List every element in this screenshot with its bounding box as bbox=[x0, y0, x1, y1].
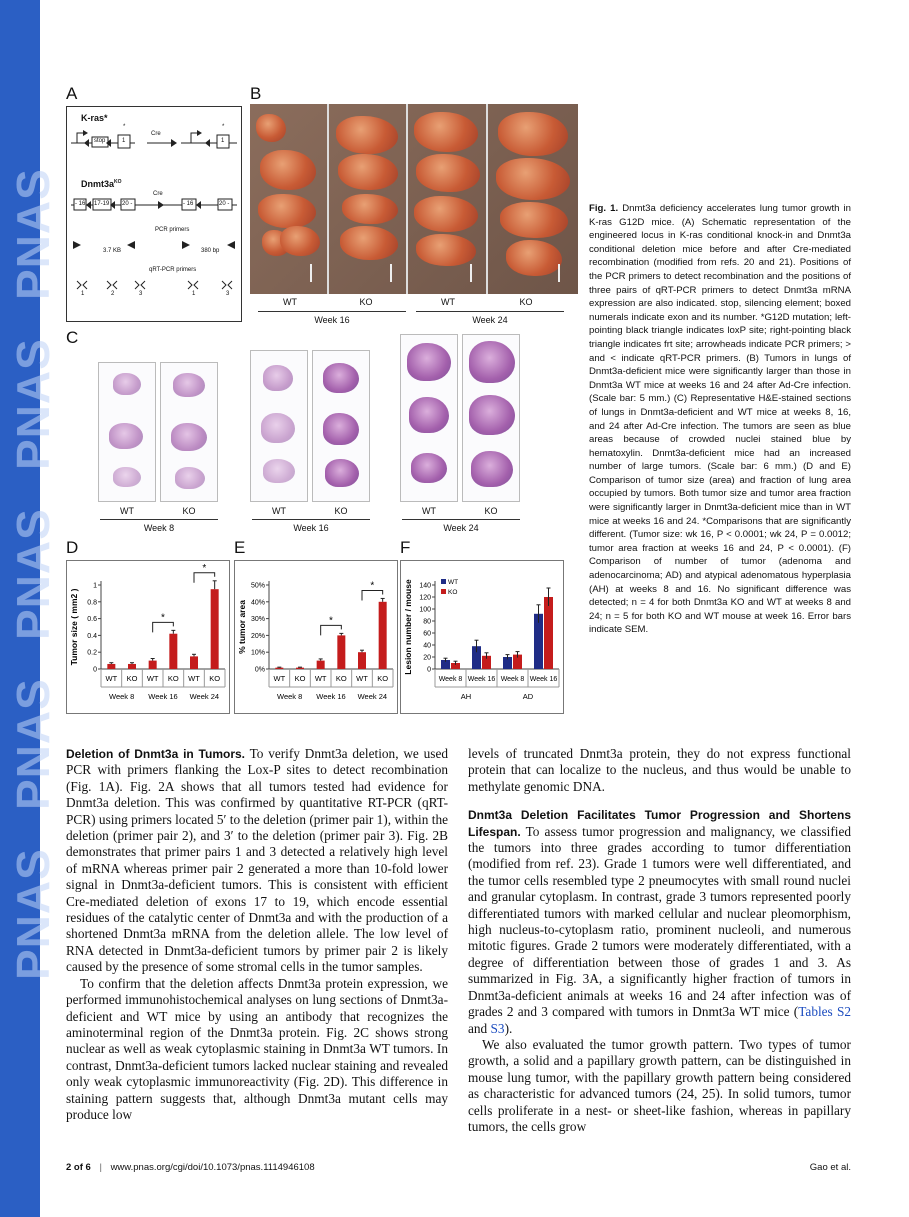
panel-label-e: E bbox=[234, 538, 246, 557]
x-tick-label: Week 8 bbox=[438, 676, 463, 683]
x-group-label: Week 16 bbox=[316, 692, 346, 701]
x-tick-label: KO bbox=[209, 674, 221, 683]
x-group-label: Week 24 bbox=[357, 692, 388, 701]
x-group-label: AH bbox=[460, 692, 472, 701]
x-tick-label: KO bbox=[377, 674, 389, 683]
y-tick-label: 60 bbox=[423, 630, 431, 638]
panel-label-a: A bbox=[66, 84, 78, 103]
x-tick-label: WT bbox=[273, 674, 286, 683]
x-tick-label: WT bbox=[314, 674, 327, 683]
paragraph: levels of truncated Dnmt3a protein, they do not express functional protein that can localize to the nucleus, and thus would be unable to methylate genomic DNA. bbox=[468, 746, 851, 794]
group-label-ko: KO bbox=[182, 506, 196, 516]
exon-20-label-after: 20 - bbox=[219, 201, 230, 207]
week-label: Week 24 bbox=[472, 315, 508, 325]
chart-lesion-number-svg bbox=[401, 561, 565, 715]
legend-swatch bbox=[441, 579, 446, 584]
x-tick-label: Week 16 bbox=[467, 676, 496, 683]
histology-wt-week16 bbox=[250, 350, 308, 502]
exon-1-label: 1 bbox=[122, 138, 126, 144]
x-group-label: Week 8 bbox=[277, 692, 303, 701]
kras-label: K-ras* bbox=[81, 113, 108, 123]
y-tick-label: 0.6 bbox=[87, 616, 97, 624]
legend-label: WT bbox=[448, 579, 459, 586]
y-tick-label: 0.2 bbox=[87, 649, 97, 657]
body-column-right bbox=[468, 746, 851, 1135]
x-tick-label: KO bbox=[167, 674, 179, 683]
body-column-left bbox=[66, 746, 448, 1123]
cre-label-2: Cre bbox=[153, 191, 163, 197]
caption-text: Dnmt3a deficiency accelerates lung tumor growth in K-ras G12D mice. (A) Schematic representation of the engineered locus in K-ras conditional knock-in and Dnmt3a conditional deletion mice before and after Cre-mediated recombination (modified from refs. 20 and 21). Positions of the PCR primers to detect recombination and the positions of three pairs of qRT-PCR primers to detect Dnmt3a mRNA expression are also indicated. stop, silencing element; boxed numerals indicate exon and its number. *G12D mutation; left-pointing black triangle indicates loxP site; right-pointing black triangle indicates frt site; arrowheads indicate PCR primers; > and < indicate qRT-PCR primers. (B) Tumors in lungs of Dnmt3a-deficient mice were significantly larger than those in Dnmt3a WT mice at weeks 16 and 24 after Ad-Cre infection. (Scale bar: 5 mm.) (C) Representative H&E-stained sections of lungs in Dnmt3a-deficient and WT mice at weeks 8, 16, and 24 after Ad-Cre infection. The tumors are seen as blue areas because of crowded nuclei stained blue by hematoxylin. Dnmt3a-deficient mice had an increased number of large tumors. (Scale bar: 6 mm.) (D and E) Comparison of tumor size (area) and fraction of lung area occupied by tumors. Both tumor size and tumor area fraction were significantly larger in Dnmt3a-deficient mice than in WT mice at weeks 16 and 24. *Comparisons that are significantly different. (Tumor size: wk 16, P < 0.0001; wk 24, P = 0.0012; tumor area fraction at weeks 16 and 24, P < 0.0001). (F) Comparison of number of tumor (adenoma and adenocarcinoma; AD) and atypical adenomatous hyperplasia (AH) at weeks 8 and 16. No significant difference was detected; n = 4 for both Dnmt3a KO and WT at weeks 8 and 24; n = 5 for both KO and WT mouse at week 16. Error bars indicate SEM. bbox=[589, 203, 851, 636]
section-heading: Dnmt3a Deletion Facilitates Tumor Progression and Shortens Lifespan. bbox=[468, 808, 851, 839]
exon-16-label-after: - 16 bbox=[183, 201, 194, 207]
week-label: Week 16 bbox=[314, 315, 350, 325]
y-tick-label: 80 bbox=[423, 618, 431, 626]
x-tick-label: Week 8 bbox=[500, 676, 525, 683]
panel-label-f: F bbox=[400, 538, 411, 557]
paragraph: To confirm that the deletion affects Dnmt3a protein expression, we performed immunohistochemical analyses on lung sections of Dnmt3a-deficient and WT mice by using an antibody that recognizes the aminoterminal region of the Dnmt3a protein. Fig. 2C shows strong nuclear as well as weak cytoplasmic staining in Dnmt3a WT tumors. In contrast, Dnmt3a-deficient tumors lacked nuclear staining and revealed only weak cytoplasmic immunoreactivity (Fig. 2D). This difference in staining pattern suggests that, although Dnmt3a mutant cells may produce low bbox=[66, 975, 448, 1122]
primer-pair-number: 2 bbox=[111, 291, 115, 297]
group-label-wt: WT bbox=[441, 297, 455, 307]
bar bbox=[128, 664, 136, 669]
significance-bracket bbox=[194, 573, 215, 583]
week-label: Week 8 bbox=[143, 523, 175, 533]
chart-tumor-area bbox=[234, 560, 398, 714]
group-label-ko: KO bbox=[519, 297, 533, 307]
x-tick-label: WT bbox=[146, 674, 159, 683]
bar bbox=[169, 634, 177, 669]
pcr-product-wt-size: 3.7 KB bbox=[103, 248, 122, 254]
bar bbox=[317, 661, 325, 669]
sidebar-word: PNAS bbox=[7, 508, 59, 640]
primer-pair-number: 1 bbox=[81, 291, 85, 297]
x-group-label: Week 16 bbox=[148, 692, 178, 701]
tables-s2-link[interactable]: Tables S2 bbox=[798, 1004, 851, 1020]
pcr-product-ko-size: 380 bp bbox=[201, 248, 220, 254]
group-label-wt: WT bbox=[120, 506, 134, 516]
bar bbox=[107, 664, 115, 669]
bar bbox=[190, 656, 198, 669]
page-footer bbox=[66, 1162, 315, 1173]
y-tick-label: 20% bbox=[250, 632, 265, 640]
group-label-ko: KO bbox=[334, 506, 348, 516]
figure-caption bbox=[589, 202, 851, 637]
stop-element-label: stop bbox=[94, 138, 106, 144]
x-tick-label: KO bbox=[335, 674, 347, 683]
group-divider bbox=[252, 519, 370, 520]
significance-bracket bbox=[362, 590, 383, 600]
exon-20-label: 20 - bbox=[122, 201, 133, 207]
panel-label-d: D bbox=[66, 538, 79, 557]
sidebar-word: PNAS bbox=[7, 168, 59, 300]
group-divider bbox=[258, 311, 406, 312]
y-axis-title: Tumor size ( mm2 ) bbox=[69, 588, 79, 666]
x-tick-label: WT bbox=[188, 674, 200, 683]
page-number: 2 of 6 bbox=[66, 1162, 91, 1173]
panel-label-c: C bbox=[66, 328, 79, 347]
y-tick-label: 20 bbox=[423, 654, 431, 662]
group-label-ko: KO bbox=[359, 297, 373, 307]
y-tick-label: 0.4 bbox=[87, 632, 97, 640]
histology-wt-week8 bbox=[98, 362, 156, 502]
y-tick-label: 10% bbox=[250, 649, 265, 657]
bar bbox=[149, 661, 157, 669]
qrt-pcr-primers-label: qRT-PCR primers bbox=[149, 267, 197, 273]
y-tick-label: 0.8 bbox=[87, 599, 97, 607]
group-label-wt: WT bbox=[422, 506, 436, 516]
doi-link[interactable]: www.pnas.org/cgi/doi/10.1073/pnas.1114946108 bbox=[110, 1162, 315, 1173]
chart-tumor-area-svg bbox=[235, 561, 399, 715]
bar bbox=[358, 652, 366, 669]
week-label: Week 16 bbox=[293, 523, 329, 533]
bar bbox=[275, 668, 283, 669]
group-label-wt: WT bbox=[272, 506, 286, 516]
pcr-primers-label: PCR primers bbox=[155, 227, 190, 233]
bar-ko bbox=[544, 597, 553, 669]
y-tick-label: 40 bbox=[423, 642, 431, 650]
section-heading: Deletion of Dnmt3a in Tumors. bbox=[66, 747, 245, 761]
dnmt3a-label: $Dnmt3a^{KO}$ bbox=[81, 179, 122, 189]
primer-pair-number: 3 bbox=[139, 291, 143, 297]
y-tick-label: 100 bbox=[419, 606, 431, 614]
significance-marker: * bbox=[161, 612, 165, 624]
table-s3-link[interactable]: S3 bbox=[490, 1020, 505, 1036]
y-tick-label: 50% bbox=[250, 582, 265, 590]
y-tick-label: 0% bbox=[254, 666, 265, 674]
chart-tumor-size-svg bbox=[67, 561, 231, 715]
paragraph: We also evaluated the tumor growth pattern. Two types of tumor growth, a solid and a papillary growth pattern, can be distinguished in mouse lung tumor, with the papillary growth pattern being considered as characteristic for advanced tumors (24, 25). In solid tumors, tumor cells proliferate in a nest- or sheet-like fashion, whereas in papillary tumors, the cells grow bbox=[468, 1036, 851, 1134]
x-group-label: Week 8 bbox=[109, 692, 135, 701]
group-label-wt: WT bbox=[283, 297, 297, 307]
chart-lesion-number bbox=[400, 560, 564, 714]
significance-marker: * bbox=[329, 615, 333, 627]
x-tick-label: KO bbox=[294, 674, 306, 683]
group-divider bbox=[416, 311, 564, 312]
bar bbox=[296, 668, 304, 669]
group-divider bbox=[100, 519, 218, 520]
author-footer: Gao et al. bbox=[809, 1162, 851, 1173]
sidebar-word: PNAS bbox=[7, 848, 59, 980]
y-tick-label: 0 bbox=[93, 666, 97, 674]
histology-ko-week16 bbox=[312, 350, 370, 502]
chart-tumor-size bbox=[66, 560, 230, 714]
x-group-label: Week 24 bbox=[189, 692, 220, 701]
locus-schematic bbox=[66, 106, 242, 322]
x-tick-label: WT bbox=[105, 674, 118, 683]
paragraph: Dnmt3a Deletion Facilitates Tumor Progression and Shortens Lifespan. To assess tumor progression and malignancy, we classified the tumors into three grades according to tumor differentiation (modified from ref. 23). Grade 1 tumors were well differentiated, and the tumor cells resembled type 2 pneumocytes with small round nuclei and granular cytoplasm. In contrast, grade 3 tumors represented poorly differentiated tumors with marked cellular and nuclear pleomorphism, high nucleus-to-cytoplasm ratio, prominent nucleoli, and numerous mitotic figures. Grade 2 tumors were moderately differentiated, with a degree of differentiation between those of grades 1 and 3. As summarized in Fig. 3A, a significantly higher fraction of tumors in Dnmt3a-deficient animals at weeks 16 and 24 after infection was of grades 2 and 3 compared with tumors in Dnmt3a WT mice (Tables S2 and S3). bbox=[468, 808, 851, 1036]
histology-ko-week8 bbox=[160, 362, 218, 502]
x-group-label: AD bbox=[522, 692, 534, 701]
y-tick-label: 1 bbox=[93, 582, 97, 590]
tumor-lung-photos bbox=[250, 104, 578, 294]
significance-marker: * bbox=[202, 562, 207, 574]
week-label: Week 24 bbox=[443, 523, 479, 533]
histology-wt-week24 bbox=[400, 334, 458, 502]
primer-pair-number: 3 bbox=[226, 291, 230, 297]
kras-mutation-star-2: * bbox=[222, 124, 225, 130]
exon-16-label: - 16 bbox=[75, 201, 86, 207]
y-tick-label: 30% bbox=[250, 616, 265, 624]
legend-label: KO bbox=[448, 589, 458, 596]
journal-sidebar bbox=[0, 0, 59, 1217]
x-tick-label: KO bbox=[126, 674, 138, 683]
y-tick-label: 0 bbox=[427, 666, 431, 674]
primer-pair-number: 1 bbox=[192, 291, 196, 297]
exon-1-label-after: 1 bbox=[221, 138, 225, 144]
y-tick-label: 140 bbox=[419, 582, 431, 590]
panel-label-b: B bbox=[250, 84, 262, 103]
exon-17-19-label: 17-19 bbox=[94, 201, 110, 207]
group-label-ko: KO bbox=[484, 506, 498, 516]
paragraph: Deletion of Dnmt3a in Tumors. To verify Dnmt3a deletion, we used PCR with primers flanking the Lox-P sites to detect recombination (Fig. 1A). Fig. 2A shows that all tumors tested had evidence for Dnmt3a deletion. This was confirmed by quantitative RT-PCR (qRT-PCR) using primers located 5′ to the deletion (primer pair 1), within the deletion (primer pair 2), and 3′ to the deletion (primer pair 3). Fig. 2B demonstrates that primer pairs 1 and 3 detected a relatively high level of mRNA whereas primer pair 2 generated a more than 10-fold lower signal in Dnmt3a-deficient tumors. This is consistent with efficient Cre-mediated deletion of exons 17 to 19, which encode essential residues of the catalytic center of Dnmt3a and with the production of a shortened Dnmt3a mRNA from the deletion allele. The low level of RNA detected in Dnmt3a-deficient tumors by primer pair 2 is likely caused by the presence of some stromal cells in the tumor samples. bbox=[66, 746, 448, 975]
footer-separator: | bbox=[99, 1162, 102, 1173]
x-tick-label: WT bbox=[356, 674, 368, 683]
significance-marker: * bbox=[370, 580, 375, 592]
bar bbox=[337, 635, 345, 669]
sidebar-word: PNAS bbox=[7, 678, 59, 810]
significance-bracket bbox=[153, 622, 174, 632]
sidebar-word: PNAS bbox=[7, 338, 59, 470]
cre-label: Cre bbox=[151, 131, 161, 137]
kras-mutation-star: * bbox=[123, 124, 126, 130]
y-tick-label: 40% bbox=[250, 599, 265, 607]
bar bbox=[211, 589, 219, 669]
y-tick-label: 120 bbox=[419, 594, 431, 602]
significance-bracket bbox=[321, 625, 342, 635]
y-axis-title: Lesion number / mouse bbox=[403, 579, 413, 675]
group-divider bbox=[402, 519, 520, 520]
figure-number: Fig. 1. bbox=[589, 203, 619, 214]
bar bbox=[379, 602, 387, 669]
histology-ko-week24 bbox=[462, 334, 520, 502]
x-tick-label: Week 16 bbox=[529, 676, 558, 683]
legend-swatch bbox=[441, 589, 446, 594]
y-axis-title: % tumor area bbox=[237, 600, 247, 654]
